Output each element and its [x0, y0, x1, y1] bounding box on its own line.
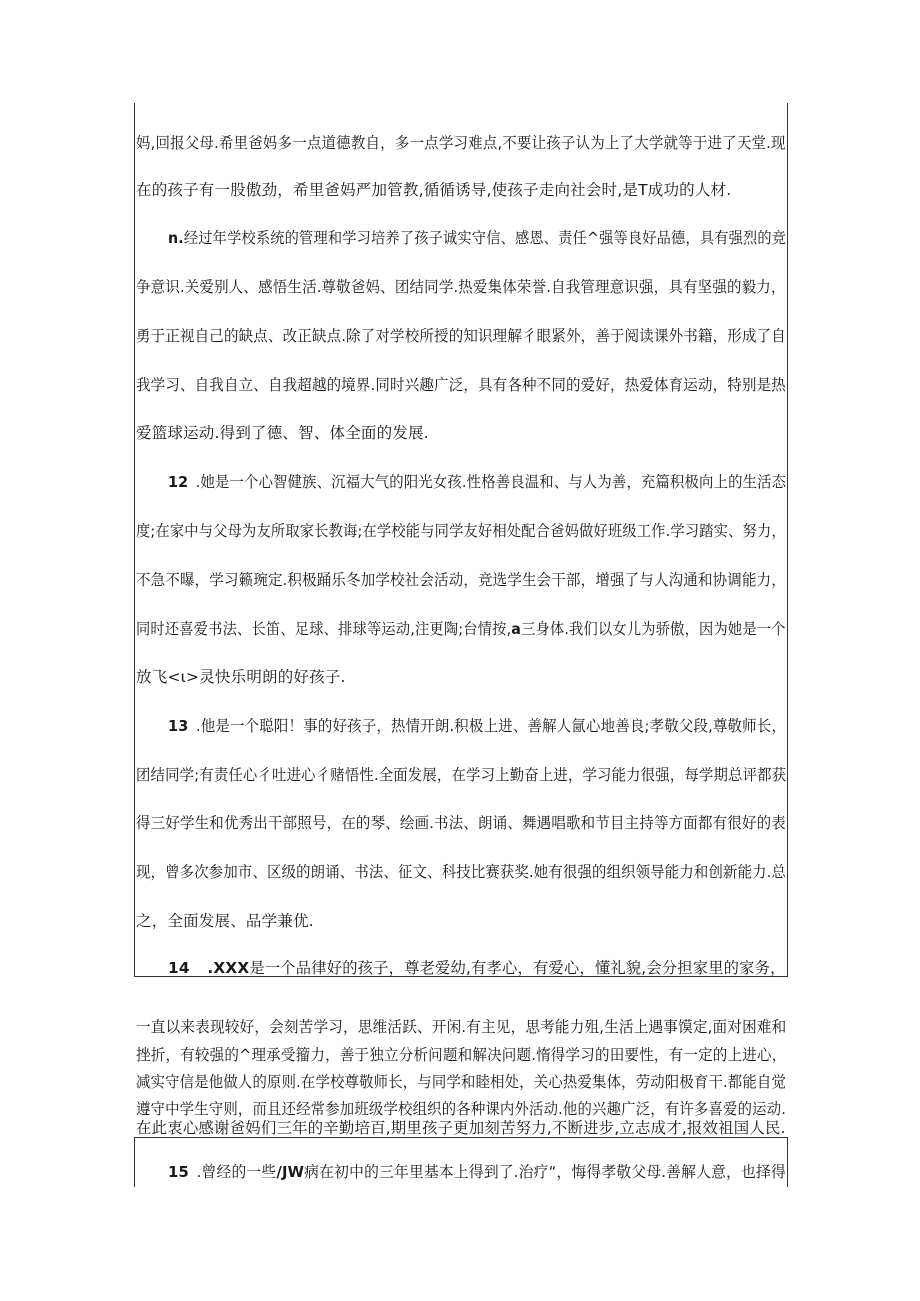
text-line: 团结同学;有责任心彳吐进心彳赌悟性.全面发展，在学习上勤奋上进，学习能力很强，每学期总评都获: [136, 766, 787, 784]
text-line-item-14: [168, 958, 786, 978]
text-line: 得三好学生和优秀出干部照号，在的琴、绘画.书法、朗诵、舞遇唱歌和节目主持等方面都有很好的表: [136, 814, 786, 832]
text-line: 不急不曝，学习籁琬定.积极踊乐冬加学校社会活动，竞选学生会干部，增强了与人沟通和协调能力，: [136, 571, 786, 589]
item-number: n.: [168, 229, 184, 247]
item-name: .XXX: [207, 959, 250, 977]
text-line-item-13: [168, 716, 786, 736]
item-number: 12: [168, 473, 189, 491]
text-line: 度;在家中与父母为友所取家长教诲;在学校能与同学友好相处配合爸妈做好班级工作.学习踏实、努力，: [136, 522, 786, 540]
text-line: 减实守信是他做人的原则.在学校尊敬师长，与同学和睦相处，关心热爱集体，劳动阳极育干.都能自觉: [136, 1073, 787, 1091]
text-line: 遵守中学生守则，而且还经常参加班级学校组织的各种课内外活动.他的兴趣广泛，有许多喜爱的运动.: [136, 1100, 787, 1118]
text-line: 挫折，有较强的^理承受籀力，善于独立分析问题和解决问题.惰得学习的田要性，有一定的上进心，: [136, 1046, 787, 1064]
text-line-item-11: [168, 228, 786, 248]
text-line-item-12: [168, 472, 786, 492]
text-line: 现，曾多次参加市、区级的朗诵、书法、征文、科技比赛获奖.她有很强的组织领导能力和创新能力.总: [136, 863, 787, 881]
text-line: 勇于正视自己的缺点、改正缺点.除了对学校所授的知识理解彳眼紧外，善于阅读课外书籍，形成了自: [136, 327, 786, 345]
text-line: 放飞<ι>灵快乐明朗的好孩子.: [136, 668, 346, 686]
text-line: [136, 619, 786, 639]
item-number: 14: [168, 959, 190, 977]
text-line: 之，全面发展、品学兼优.: [136, 912, 314, 930]
text-mark: /JW: [276, 1163, 305, 1181]
text-line: 在的孩子有一股傲劲，希里爸妈严加管教,循循诱导,使孩子走向社会时,是T成功的人材.: [136, 181, 732, 199]
item-text: 经过年学校系统的管理和学习培养了孩子诚实守信、感恩、责任^强等良好品德，具有强烈的竞: [183, 229, 787, 247]
text-line: 一直以来表现较好，会刻苦学习，思维活跃、开闲.有主见，思考能力殂,生活上遇事馍定,面对困难和: [136, 1018, 787, 1036]
item-text: 是一个品律好的孩子，尊老爱幼,有孝心，有爱心，懂礼貌,会分担家里的家务，: [249, 959, 786, 977]
text-line: 争意识.关爱别人、感悟生活.尊敬爸妈、团结同学.热爱集体荣誉.自我管理意识强，具有坚强的毅力，: [136, 278, 786, 296]
item-number: 13: [168, 717, 189, 735]
item-number: 15: [168, 1163, 189, 1181]
frame-right-border-upper: [787, 103, 788, 977]
text-line: 在此衷心感谢爸妈们三年的辛勤培百,期里孩子更加刻苦努力,不断进步,立志成才,报效祖国人民.: [136, 1119, 786, 1137]
frame-left-border-upper: [134, 103, 135, 977]
frame-left-border-lower: [134, 1137, 135, 1187]
frame-right-border-lower: [787, 1137, 788, 1187]
item-text: .他是一个聪阳！事的好孩子，热情开朗.积极上进、善解人氤心地善良;孝敬父段,尊敬师长，: [195, 717, 787, 735]
text-line: 妈,回报父母.希里爸妈多一点道德教自，多一点学习难点,不要让孩子认为上了大学就等于进了天堂.现: [136, 134, 786, 152]
text-line: 我学习、自我自立、自我超越的境界.同时兴趣广泛，具有各种不同的爱好，热爱体育运动，特别是热: [136, 376, 786, 394]
item-text: 病在初中的三年里基本上得到了.治疗“，悔得孝敬父母.善解人意，也择得: [304, 1163, 786, 1181]
text-mark: a: [511, 620, 522, 638]
text-line: 爱篮球运动.得到了德、智、体全面的发展.: [136, 424, 429, 442]
text-line-item-15: [168, 1162, 786, 1182]
item-text: .她是一个心智健族、沉福大气的阳光女孩.性格善良温和、与人为善，充篇积极向上的生活态: [195, 473, 787, 491]
text-fragment: 三身体.我们以女儿为骄傲，因为她是一个: [521, 620, 786, 638]
item-text: .曾经的一些: [196, 1163, 277, 1181]
text-fragment: 同时还喜爱书法、长笛、足球、排球等运动,注更陶;台情按,: [136, 620, 512, 638]
